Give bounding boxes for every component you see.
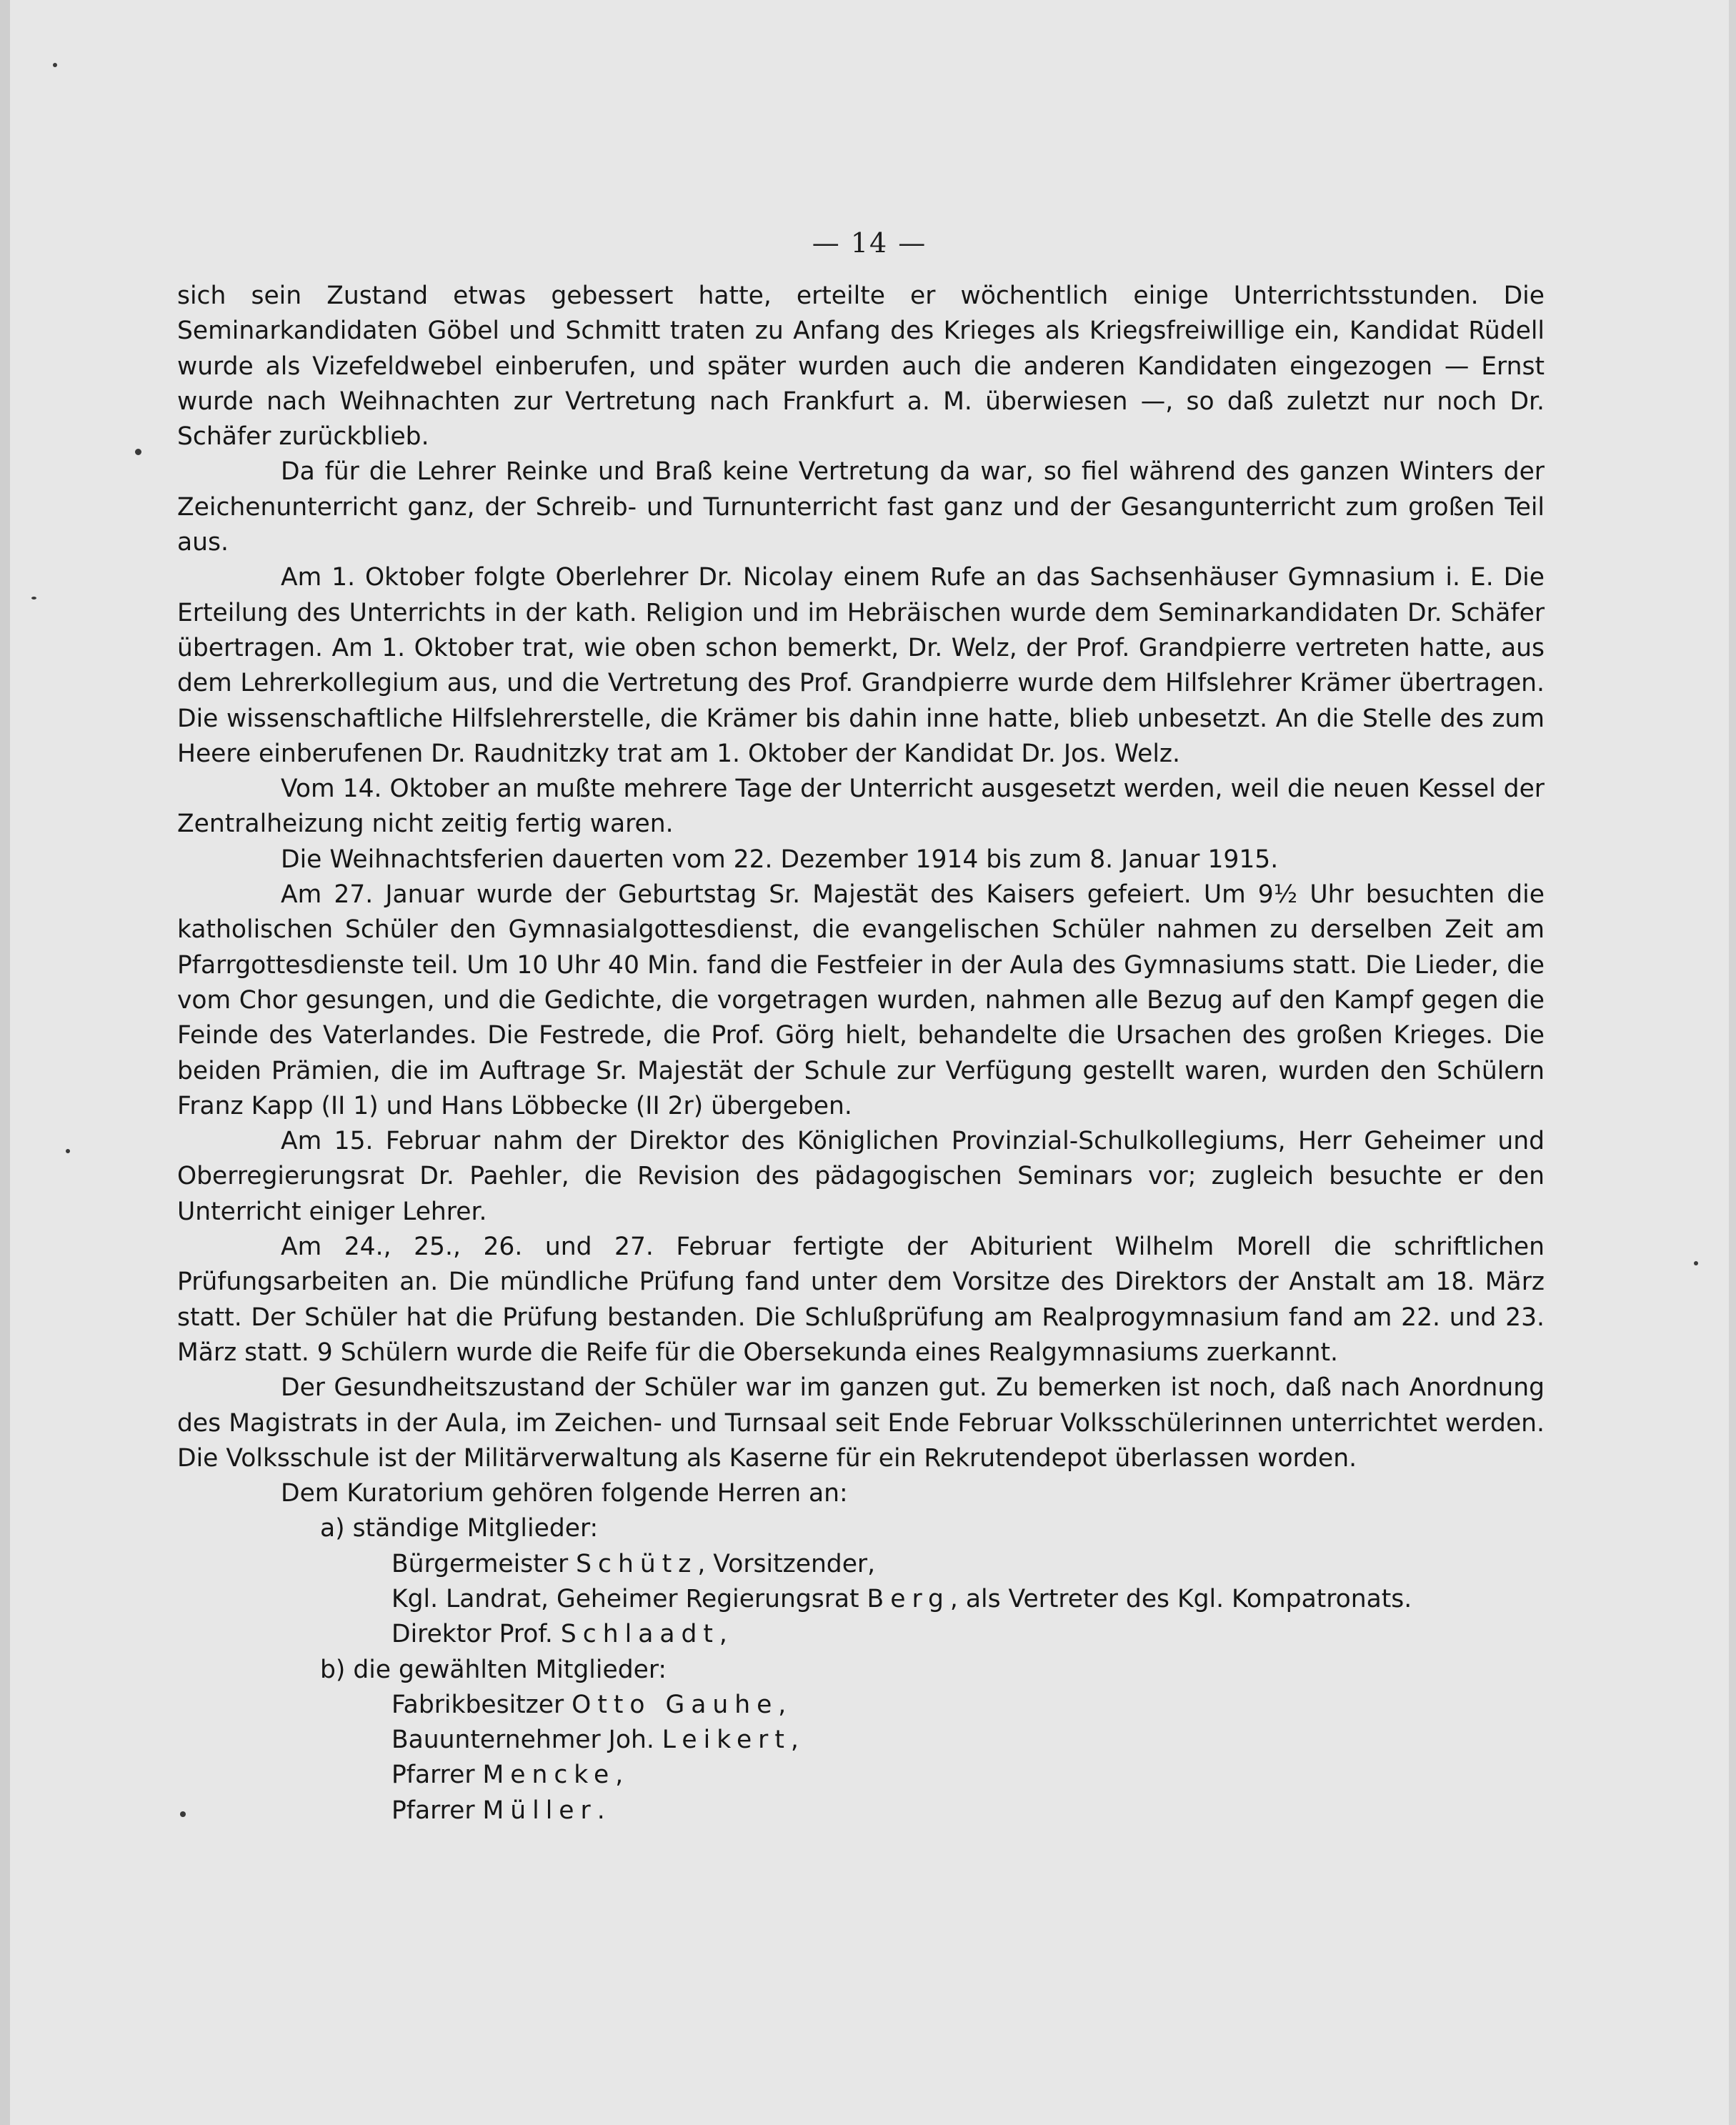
kuratorium-group-b-heading: b) die gewählten Mitglieder:	[320, 1655, 667, 1684]
paragraph-health: Der Gesundheitszustand der Schüler war im ganzen gut. Zu bemerken ist noch, daß nach Anordnung des Magistrats in der Aula, im Zeichen- und Turnsaal seit Ende Februar Volksschülerinnen unterrichtet werden. Die Volksschule ist der Militärverwaltung als Kaserne für ein Rekrutendepot überlassen worden.	[177, 1373, 1545, 1473]
paragraph-teacher-substitution: Da für die Lehrer Reinke und Braß keine Vertretung da war, so fiel während des ganzen Winters der Zeichenunterricht ganz, der Schreib- und Turnunterricht fast ganz und der Gesangunterricht zum großen Teil aus.	[177, 457, 1545, 557]
kuratorium-member: Pfarrer Müller.	[391, 1796, 605, 1825]
paragraph-revision: Am 15. Februar nahm der Direktor des Königlichen Provinzial-Schulkollegiums, Herr Geheimer und Oberregierungsrat Dr. Paehler, die Revision des pädagogischen Seminars vor; zugleich besuchte er den Unterricht einiger Lehrer.	[177, 1127, 1545, 1226]
scan-speck	[135, 449, 141, 455]
kuratorium-member: Pfarrer Mencke,	[391, 1761, 624, 1790]
kuratorium-group-a-heading: a) ständige Mitglieder:	[320, 1514, 599, 1543]
scan-speck	[31, 597, 36, 599]
kuratorium-member: Direktor Prof. Schlaadt,	[391, 1620, 727, 1649]
paragraph-heating: Vom 14. Oktober an mußte mehrere Tage der Unterricht ausgesetzt werden, weil die neuen Kessel der Zentralheizung nicht zeitig fertig waren.	[177, 775, 1545, 839]
scan-speck	[1694, 1261, 1698, 1265]
kuratorium-member: Kgl. Landrat, Geheimer Regierungsrat Berg, als Vertreter des Kgl. Kompatronats.	[391, 1584, 1412, 1613]
page-number: — 14 —	[812, 227, 927, 259]
kuratorium-member: Bauunternehmer Joh. Leikert,	[391, 1726, 799, 1755]
body-text	[177, 279, 1545, 1828]
scan-speck	[53, 63, 57, 67]
paragraph-kaisers-birthday: Am 27. Januar wurde der Geburtstag Sr. Majestät des Kaisers gefeiert. Um 9½ Uhr besuchten die katholischen Schüler den Gymnasialgottesdienst, die evangelischen Schüler nahmen zu derselben Zeit am Pfarrgottesdienste teil. Um 10 Uhr 40 Min. fand die Festfeier in der Aula des Gymnasiums statt. Die Lieder, die vom Chor gesungen, und die Gedichte, die vorgetragen wurden, nahmen alle Bezug auf den Kampf gegen die Feinde des Vaterlandes. Die Festrede, die Prof. Görg hielt, behandelte die Ursachen des großen Krieges. Die beiden Prämien, die im Auftrage Sr. Majestät der Schule zur Verfügung gestellt waren, wurden den Schülern Franz Kapp (II 1) und Hans Löbbecke (II 2r) übergeben.	[177, 880, 1545, 1120]
kuratorium-member: Fabrikbesitzer Otto Gauhe,	[391, 1690, 787, 1719]
paragraph-october-changes: Am 1. Oktober folgte Oberlehrer Dr. Nicolay einem Rufe an das Sachsenhäuser Gymnasium i. E. Die Erteilung des Unterrichts in der kath. Religion und im Hebräischen wurde dem Seminarkandidaten Dr. Schäfer übertragen. Am 1. Oktober trat, wie oben schon bemerkt, Dr. Welz, der Prof. Grandpierre vertreten hatte, aus dem Lehrerkollegium aus, und die Vertretung des Prof. Grandpierre wurde dem Hilfslehrer Krämer übertragen. Die wissenschaftliche Hilfslehrerstelle, die Krämer bis dahin inne hatte, blieb unbesetzt. An die Stelle des zum Heere einberufenen Dr. Raudnitzky trat am 1. Oktober der Kandidat Dr. Jos. Welz.	[177, 563, 1545, 768]
paragraph-christmas-holidays: Die Weihnachtsferien dauerten vom 22. Dezember 1914 bis zum 8. Januar 1915.	[281, 845, 1279, 874]
paragraph-examinations: Am 24., 25., 26. und 27. Februar fertigte der Abiturient Wilhelm Morell die schriftlichen Prüfungsarbeiten an. Die mündliche Prüfung fand unter dem Vorsitze des Direktors der Anstalt am 18. März statt. Der Schüler hat die Prüfung bestanden. Die Schlußprüfung am Realprogymnasium fand am 22. und 23. März statt. 9 Schülern wurde die Reife für die Obersekunda eines Realgymnasiums zuerkannt.	[177, 1233, 1545, 1367]
kuratorium-member: Bürgermeister Schütz, Vorsitzender,	[391, 1549, 876, 1578]
paragraph-kuratorium-intro: Dem Kuratorium gehören folgende Herren an:	[281, 1479, 848, 1508]
scan-speck	[66, 1149, 70, 1153]
paragraph-continuation: sich sein Zustand etwas gebessert hatte, erteilte er wöchentlich einige Unterrichtsstunden. Die Seminarkandidaten Göbel und Schmitt traten zu Anfang des Krieges als Kriegsfreiwillige ein, Kandidat Rüdell wurde als Vizefeldwebel einberufen, und später wurden auch die anderen Kandidaten eingezogen — Ernst wurde nach Weihnachten zur Vertretung nach Frankfurt a. M. überwiesen —, so daß zuletzt nur noch Dr. Schäfer zurückblieb.	[177, 282, 1545, 452]
scan-speck	[180, 1811, 186, 1817]
